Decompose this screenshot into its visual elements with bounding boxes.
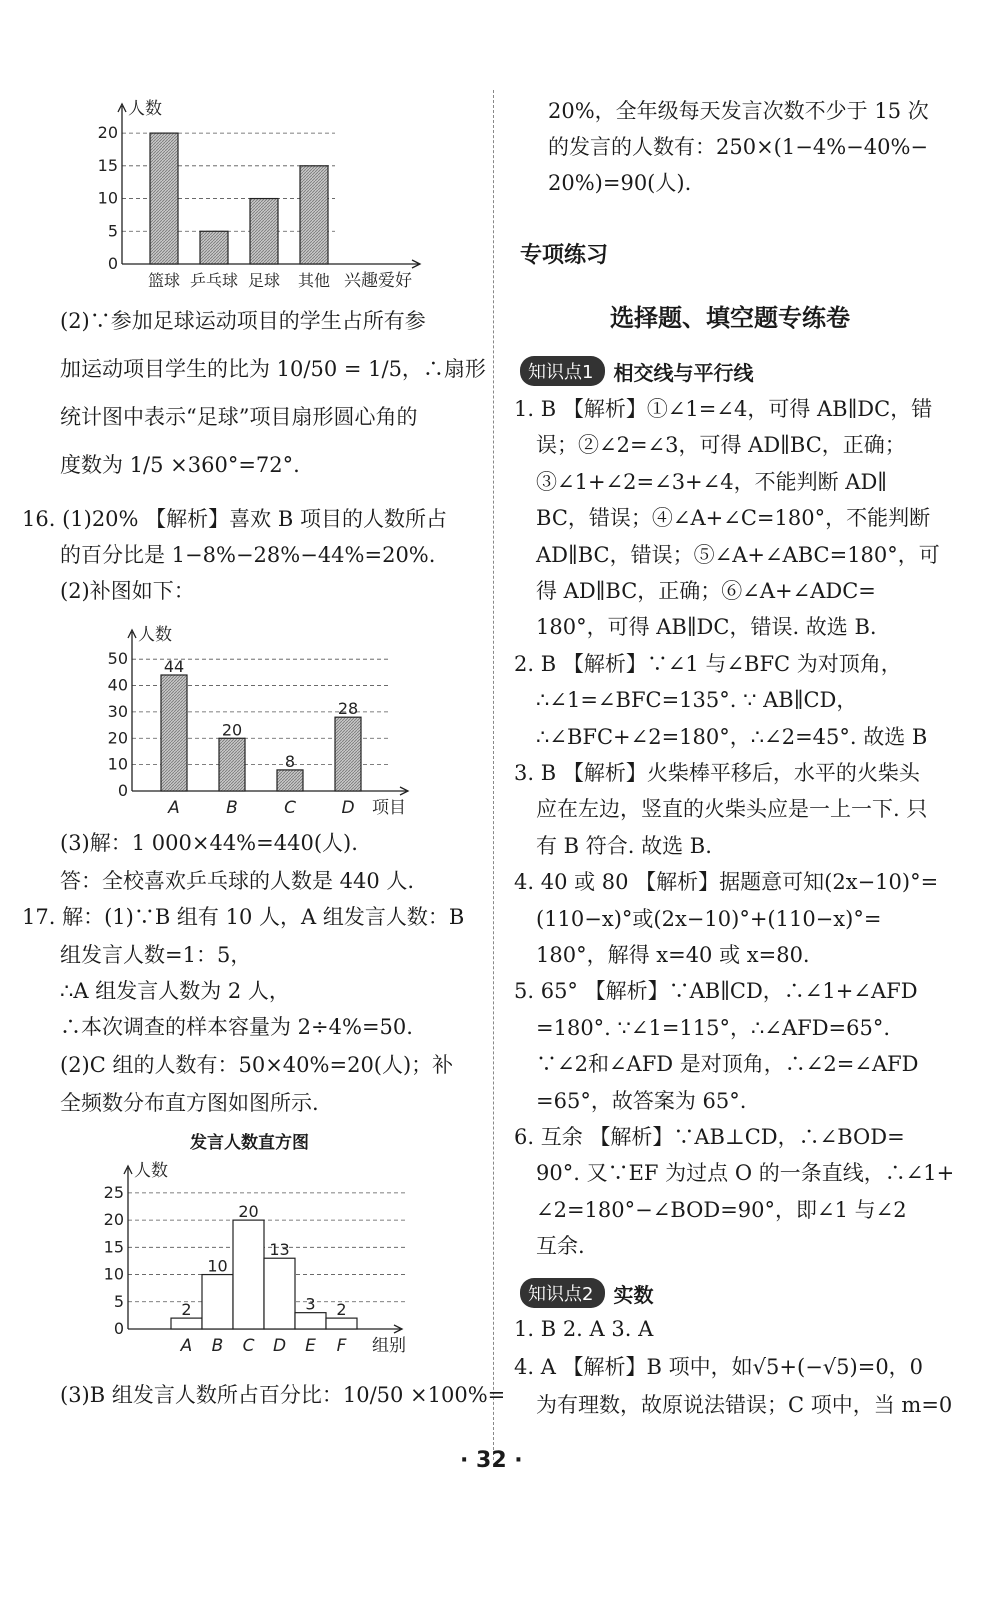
- y-tick-label: 10: [107, 754, 128, 774]
- y-tick-label: 15: [97, 155, 118, 175]
- data-label: 3: [305, 1294, 316, 1314]
- x-tick-label: A: [180, 1336, 193, 1356]
- q16-3-line-2: 答：全校喜欢乒乓球的人数是 440 人.: [60, 869, 415, 893]
- x-axis-label: 兴趣爱好: [344, 271, 412, 291]
- q15-line-4: 度数为 1/5 ×360°=72°.: [60, 453, 300, 477]
- y-tick-label: 50: [107, 649, 128, 669]
- bar-chart-projects: [90, 610, 430, 825]
- bar: [161, 675, 187, 791]
- kp1-answer-line: 180°，可得 AB∥DC，错误. 故选 B.: [536, 615, 877, 640]
- bar: [326, 1318, 357, 1329]
- kp2-answer-line: 1. B 2. A 3. A: [514, 1317, 654, 1341]
- kp1-answer-line: 6. 互余 【解析】∵AB⊥CD，∴∠BOD=: [514, 1125, 905, 1149]
- column-divider: [493, 90, 494, 1460]
- kp2-title: 实数: [613, 1282, 654, 1307]
- bar: [277, 770, 303, 791]
- y-tick-label: 15: [103, 1237, 124, 1257]
- q17-3-line: (3)B 组发言人数所占百分比：10/50 ×100%=: [60, 1383, 506, 1407]
- histogram-title: 发言人数直方图: [190, 1133, 309, 1153]
- y-tick-label: 0: [117, 781, 128, 800]
- x-axis-label: 组别: [372, 1336, 406, 1356]
- data-label: 2: [181, 1300, 192, 1320]
- kp1-answer-line: BC，错误；④∠A+∠C=180°，不能判断: [536, 506, 931, 531]
- y-tick-label: 0: [107, 254, 118, 273]
- y-tick-label: 20: [97, 123, 118, 143]
- data-label: 20: [221, 720, 243, 740]
- y-tick-label: 40: [107, 675, 128, 695]
- section-title: 专项练习: [520, 243, 609, 268]
- bar: [219, 738, 245, 791]
- kp1-answer-line: ∠2=180°−∠BOD=90°，即∠1 与∠2: [536, 1197, 907, 1222]
- x-tick-label: C: [242, 1336, 255, 1356]
- kp2-answer-line: 4. A 【解析】B 项中，如√5+(−√5)=0，0: [514, 1355, 924, 1379]
- y-tick-label: 0: [113, 1319, 124, 1338]
- data-label: 13: [269, 1240, 290, 1260]
- kp1-title: 相交线与平行线: [613, 360, 754, 385]
- kp1-answer-line: 90°. 又∵EF 为过点 O 的一条直线，∴∠1+: [536, 1161, 955, 1186]
- kp1-answer-line: 误；②∠2=∠3，可得 AD∥BC，正确；: [536, 433, 906, 458]
- data-label: 8: [284, 751, 296, 771]
- kp1-answer-line: 4. 40 或 80 【解析】据题意可知(2x−10)°=: [514, 870, 939, 895]
- y-tick-label: 30: [107, 701, 128, 721]
- y-tick-label: 5: [107, 221, 118, 241]
- kp2-badge: 知识点2: [520, 1278, 605, 1308]
- kp1-answer-line: ∴∠1=∠BFC=135°. ∵ AB∥CD，: [536, 688, 858, 713]
- q17-line-3: ∴A 组发言人数为 2 人，: [60, 979, 290, 1003]
- kp1-answer-line: 1. B 【解析】①∠1=∠4，可得 AB∥DC，错: [514, 397, 933, 421]
- y-tick-label: 10: [97, 188, 118, 208]
- bar: [150, 133, 178, 264]
- bar: [171, 1318, 202, 1329]
- y-axis-label: 人数: [138, 625, 172, 645]
- knowledge-point-2: [520, 1278, 653, 1308]
- kp1-answer-line: 应在左边，竖直的火柴头应是一上一下. 只: [536, 797, 928, 822]
- q16-line-2: 的百分比是 1−8%−28%−44%=20%.: [60, 543, 436, 567]
- data-label: 2: [336, 1300, 347, 1320]
- bar: [202, 1275, 233, 1329]
- right-top-line-1: 20%，全年级每天发言次数不少于 15 次: [548, 99, 929, 123]
- kp1-answer-line: 5. 65° 【解析】∵AB∥CD，∴∠1+∠AFD: [514, 979, 918, 1004]
- kp1-answer-line: 有 B 符合. 故选 B.: [536, 833, 712, 858]
- x-tick-label: D: [341, 798, 355, 818]
- bar-chart-interests: [90, 88, 440, 298]
- kp1-answer-line: =180°. ∵∠1=115°，∴∠AFD=65°.: [536, 1015, 891, 1040]
- kp1-answer-line: ∵∠2和∠AFD 是对顶角，∴∠2=∠AFD: [536, 1052, 919, 1077]
- q15-line-3: 统计图中表示“足球”项目扇形圆心角的: [60, 405, 418, 429]
- bar: [295, 1313, 326, 1329]
- x-tick-label: D: [272, 1336, 287, 1356]
- y-tick-label: 10: [103, 1264, 124, 1284]
- x-tick-label: 乒乓球: [189, 271, 239, 290]
- x-axis-label: 项目: [372, 798, 406, 818]
- bar: [233, 1220, 264, 1329]
- q15-line-2: 加运动项目学生的比为 10/50 = 1/5，∴扇形: [60, 357, 486, 381]
- y-tick-label: 20: [103, 1210, 124, 1230]
- kp2-answer-line: 为有理数，故原说法错误；C 项中，当 m=0: [536, 1393, 953, 1417]
- x-tick-label: E: [305, 1336, 316, 1356]
- kp1-badge: 知识点1: [520, 356, 605, 386]
- q16-line-1: 16. (1)20% 【解析】喜欢 B 项目的人数所占: [22, 507, 447, 531]
- bar: [264, 1258, 295, 1329]
- data-label: 28: [337, 699, 359, 719]
- q15-line-1: (2)∵参加足球运动项目的学生占所有参: [60, 309, 426, 333]
- y-axis-label: 人数: [134, 1161, 168, 1181]
- kp1-answer-line: 互余.: [536, 1234, 585, 1259]
- q17-line-6: 全频数分布直方图如图所示.: [60, 1091, 319, 1115]
- y-tick-label: 20: [107, 728, 128, 748]
- q17-line-2: 组发言人数=1：5，: [60, 943, 252, 967]
- y-axis-label: 人数: [128, 99, 162, 119]
- x-tick-label: C: [284, 798, 296, 818]
- x-tick-label: 篮球: [147, 271, 181, 290]
- kp1-answer-line: AD∥BC，错误；⑤∠A+∠ABC=180°，可: [536, 542, 940, 567]
- kp1-answer-line: ∴∠BFC+∠2=180°，∴∠2=45°. 故选 B: [536, 724, 928, 749]
- kp1-answer-line: 得 AD∥BC，正确；⑥∠A+∠ADC=: [536, 579, 876, 603]
- x-tick-label: B: [211, 1336, 224, 1356]
- q16-line-3: (2)补图如下：: [60, 579, 195, 603]
- kp1-answer-line: 2. B 【解析】∵∠1 与∠BFC 为对顶角，: [514, 651, 902, 676]
- bar: [200, 231, 228, 264]
- x-tick-label: 其他: [297, 271, 331, 290]
- y-tick-label: 25: [103, 1182, 124, 1202]
- q17-line-5: (2)C 组的人数有：50×40%=20(人)；补: [60, 1053, 454, 1077]
- x-tick-label: B: [226, 798, 238, 818]
- q17-line-1: 17. 解：(1)∵B 组有 10 人，A 组发言人数：B: [22, 905, 465, 929]
- bar: [300, 166, 328, 264]
- kp1-answer-line: (110−x)°或(2x−10)°+(110−x)°=: [536, 906, 882, 931]
- subtitle: 选择题、填空题专练卷: [610, 304, 850, 332]
- page-number: · 32 ·: [460, 1448, 523, 1473]
- bar: [335, 717, 361, 791]
- kp1-answer-line: 180°，解得 x=40 或 x=80.: [536, 943, 810, 967]
- y-tick-label: 5: [113, 1291, 124, 1311]
- x-tick-label: A: [168, 798, 180, 818]
- q16-3-line-1: (3)解：1 000×44%=440(人).: [60, 831, 358, 855]
- histogram-speakers: [90, 1152, 430, 1357]
- data-label: 44: [163, 657, 185, 676]
- data-label: 10: [207, 1256, 228, 1276]
- x-tick-label: 足球: [247, 271, 281, 290]
- q17-line-4: ∴本次调查的样本容量为 2÷4%=50.: [60, 1015, 413, 1039]
- kp1-answer-line: 3. B 【解析】火柴棒平移后，水平的火柴头: [514, 761, 920, 785]
- knowledge-point-1: [520, 356, 753, 386]
- data-label: 20: [238, 1202, 259, 1222]
- x-tick-label: F: [336, 1336, 347, 1356]
- right-top-line-2: 的发言的人数有：250×(1−4%−40%−: [548, 135, 929, 159]
- bar: [250, 199, 278, 264]
- kp1-answer-line: =65°，故答案为 65°.: [536, 1088, 747, 1113]
- right-top-line-3: 20%)=90(人).: [548, 171, 692, 195]
- kp1-answer-line: ③∠1+∠2=∠3+∠4，不能判断 AD∥: [536, 469, 887, 494]
